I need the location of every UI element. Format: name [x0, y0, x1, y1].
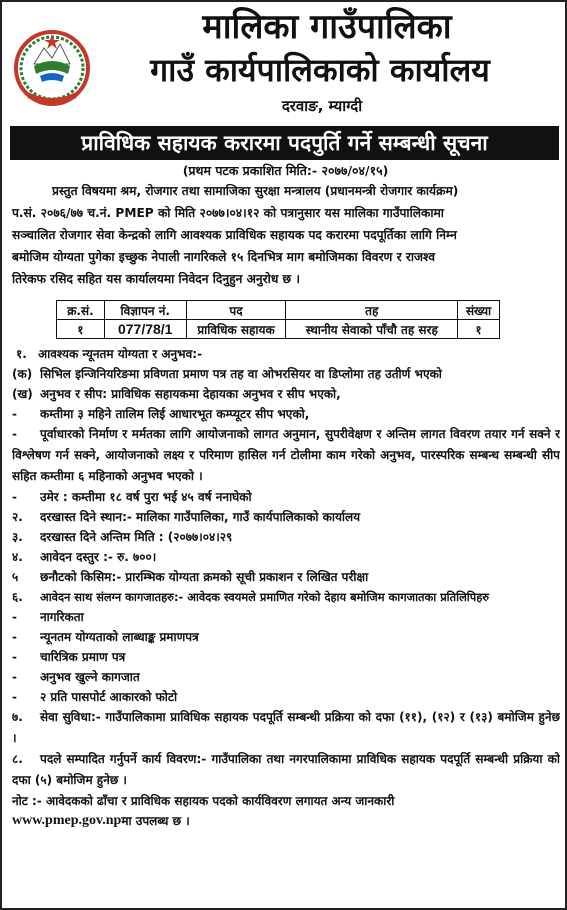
section-marker: ३.	[12, 530, 23, 544]
cell-count: १	[458, 320, 500, 339]
cell-ad-number: 077/78/1	[104, 320, 186, 339]
section-marker: ४.	[12, 550, 23, 564]
col-count: संख्या	[458, 301, 500, 320]
col-ad-number: विज्ञापन नं.	[104, 301, 186, 320]
intro-line: तिरेकफ रसिद सहित यस कार्यालयमा निवेदन दिनुहुन अनुरोध छ ।	[12, 272, 300, 286]
bullet-item	[12, 487, 560, 507]
notice-body	[12, 344, 560, 831]
note-line	[12, 791, 560, 811]
table-header-row	[57, 301, 500, 320]
bullet-marker: -	[12, 490, 17, 504]
bullet-text: कम्तीमा ३ महिने तालिम लिई आधारभूत कम्प्यूटर सीप भएको,	[40, 407, 310, 421]
section-text: अनुभव र सीप: प्राविधिक सहायकमा देहायका अनुभव र सीप भएको,	[40, 387, 341, 401]
cell-serial: १	[57, 320, 105, 339]
document-item	[12, 627, 560, 647]
section-text: दरखास्त दिने स्थान:- मालिका गाउँपालिका, गाउँ कार्यपालिकाको कार्यालय	[40, 510, 361, 524]
bullet-marker: -	[12, 630, 17, 644]
intro-paragraph	[12, 180, 560, 290]
bullet-marker: -	[12, 407, 17, 421]
bullet-marker: -	[12, 690, 17, 704]
note-text: नोट :- आवेदकको ढाँचा र प्राविधिक सहायक पदको कार्यविवरण लगायत अन्य जानकारी	[12, 794, 395, 808]
document-item	[12, 607, 560, 627]
bullet-marker: -	[12, 650, 17, 664]
section-text: आवेदन साथ संलग्न कागजातहरु:- आवेदक स्वयमले प्रमाणित गरेको देहाय बमोजिम कागजातका प्रतिलिपिहरु	[40, 590, 490, 604]
document-text: नागरिकता	[40, 610, 84, 624]
section-3	[12, 527, 560, 547]
bullet-item	[12, 424, 560, 487]
note-suffix: मा उपलब्ध छ ।	[121, 814, 190, 828]
office-address: दरवाङ, म्याग्दी	[281, 97, 363, 115]
section-2	[12, 507, 560, 527]
section-text: सेवा सुविधा:- गाउँपालिकामा प्राविधिक सहायक पदपूर्ति सम्बन्धी प्रक्रिया को दफा (११), (१२) र (१३) बमोजिम हुनेछ ।	[12, 710, 560, 745]
bullet-marker: -	[12, 610, 17, 624]
municipality-name: मालिका गाउँपालिका	[202, 7, 452, 47]
notice-title: प्राविधिक सहायक करारमा पदपुर्ति गर्ने सम्बन्धी सूचना	[10, 126, 559, 160]
document-item	[12, 687, 560, 707]
section-marker: (क)	[12, 367, 33, 381]
section-marker: ५	[12, 570, 19, 584]
bullet-item	[12, 404, 560, 424]
bullet-marker: -	[12, 427, 17, 441]
section-7	[12, 707, 560, 749]
cell-post: प्राविधिक सहायक	[186, 320, 286, 339]
section-marker: (ख)	[12, 387, 33, 401]
intro-line: प.सं. २०७६/७७ च.नं. PMEP को मिति २०७७।०४।१२ को पत्रानुसार यस मालिका गाउँपालिकामा	[12, 206, 444, 220]
section-marker: १.	[16, 347, 27, 361]
nepal-emblem-icon	[10, 26, 94, 108]
section-text: दरखास्त दिने अन्तिम मिति : (२०७७।०४।२९	[40, 530, 233, 544]
col-post: पद	[186, 301, 286, 320]
intro-line: सञ्चालित रोजगार सेवा केन्द्रको लागि आवश्यक प्राविधिक सहायक पद करारमा पदपूर्तिका लागि निम्न	[12, 228, 457, 242]
col-level: तह	[286, 301, 458, 320]
document-text: २ प्रति पासपोर्ट आकारको फोटो	[40, 690, 178, 704]
section-marker: ७.	[12, 710, 23, 724]
section-text: आवश्यक न्यूनतम योग्यता र अनुभव:-	[38, 347, 203, 361]
bullet-text: पूर्वाधारको निर्माण र मर्मतका लागि आयोजनाको लागत अनुमान, सुपरीवेक्षण र अन्तिम लागत विवरण तयार गर्न सक्ने र विश्लेषण गर्न सक्ने, आयोजनाको लक्ष्य र परिमाण हासिल गर्न टोलीमा काम गरेको अनुभव, पारस्परिक सम्बन्ध सम्बन्धी सीप सहित कम्तीमा ६ महिनाको अनुभव भएको ।	[12, 427, 560, 483]
section-1	[12, 344, 560, 364]
section-text: छनौटको किसिम:- प्रारम्भिक योग्यता क्रमको सूची प्रकाशन र लिखित परीक्षा	[40, 570, 369, 584]
document-item	[12, 647, 560, 667]
section-text: सिभिल इन्जिनियरिङमा प्रविणता प्रमाण पत्र तह वा ओभरसियर वा डिप्लोमा तह उतीर्ण भएको	[40, 367, 442, 381]
section-1b	[12, 384, 560, 404]
section-1a	[12, 364, 560, 384]
bullet-text: उमेर : कम्तीमा १८ वर्ष पुरा भई ४५ वर्ष ननाघेको	[40, 490, 252, 504]
document-text: चारित्रिक प्रमाण पत्र	[40, 650, 126, 664]
intro-line: प्रस्तुत विषयमा श्रम, रोजगार तथा सामाजिका सुरक्षा मन्त्रालय (प्रधानमन्त्री रोजगार कार्यक्रम)	[52, 184, 459, 198]
intro-line: बमोजिम योग्यता पुगेका इच्छुक नेपाली नागरिकले १५ दिनभित्र माग बमोजिमका विवरण र राजश्व	[12, 250, 435, 264]
section-marker: ६.	[12, 590, 23, 604]
col-serial: क्र.सं.	[57, 301, 105, 320]
section-marker: ८.	[12, 752, 23, 766]
table-row	[57, 320, 500, 339]
document-text: अनुभव खुल्ने कागजात	[40, 670, 140, 684]
document-text: न्यूनतम योग्यताको लाब्धाङ्क प्रमाणपत्र	[40, 630, 199, 644]
publication-date: (प्रथम पटक प्रकाशित मिति:- २०७७/०४/१५)	[182, 163, 389, 178]
vacancy-table	[56, 300, 500, 339]
section-text: आवेदन दस्तुर :- रु. ७००।	[40, 550, 157, 564]
section-6	[12, 587, 560, 607]
pmep-website-link[interactable]: www.pmep.gov.np	[12, 813, 122, 828]
cell-level: स्थानीय सेवाको पाँचौ तह सरह	[286, 320, 458, 339]
header	[2, 2, 567, 122]
bullet-marker: -	[12, 670, 17, 684]
section-8	[12, 749, 560, 791]
section-marker: २.	[12, 510, 23, 524]
note-url-line	[12, 811, 560, 831]
section-5	[12, 567, 560, 587]
document-item	[12, 667, 560, 687]
section-4	[12, 547, 560, 567]
office-name: गाउँ कार्यपालिकाको कार्यालय	[150, 51, 490, 89]
section-text: पदले सम्पादित गर्नुपर्ने कार्य विवरण:- गाउँपालिका तथा नगरपालिकामा प्राविधिक सहायक पदपूर्ति सम्बन्धी प्रक्रिया को दफा (५) बमोजिम हुनेछ ।	[12, 752, 560, 787]
